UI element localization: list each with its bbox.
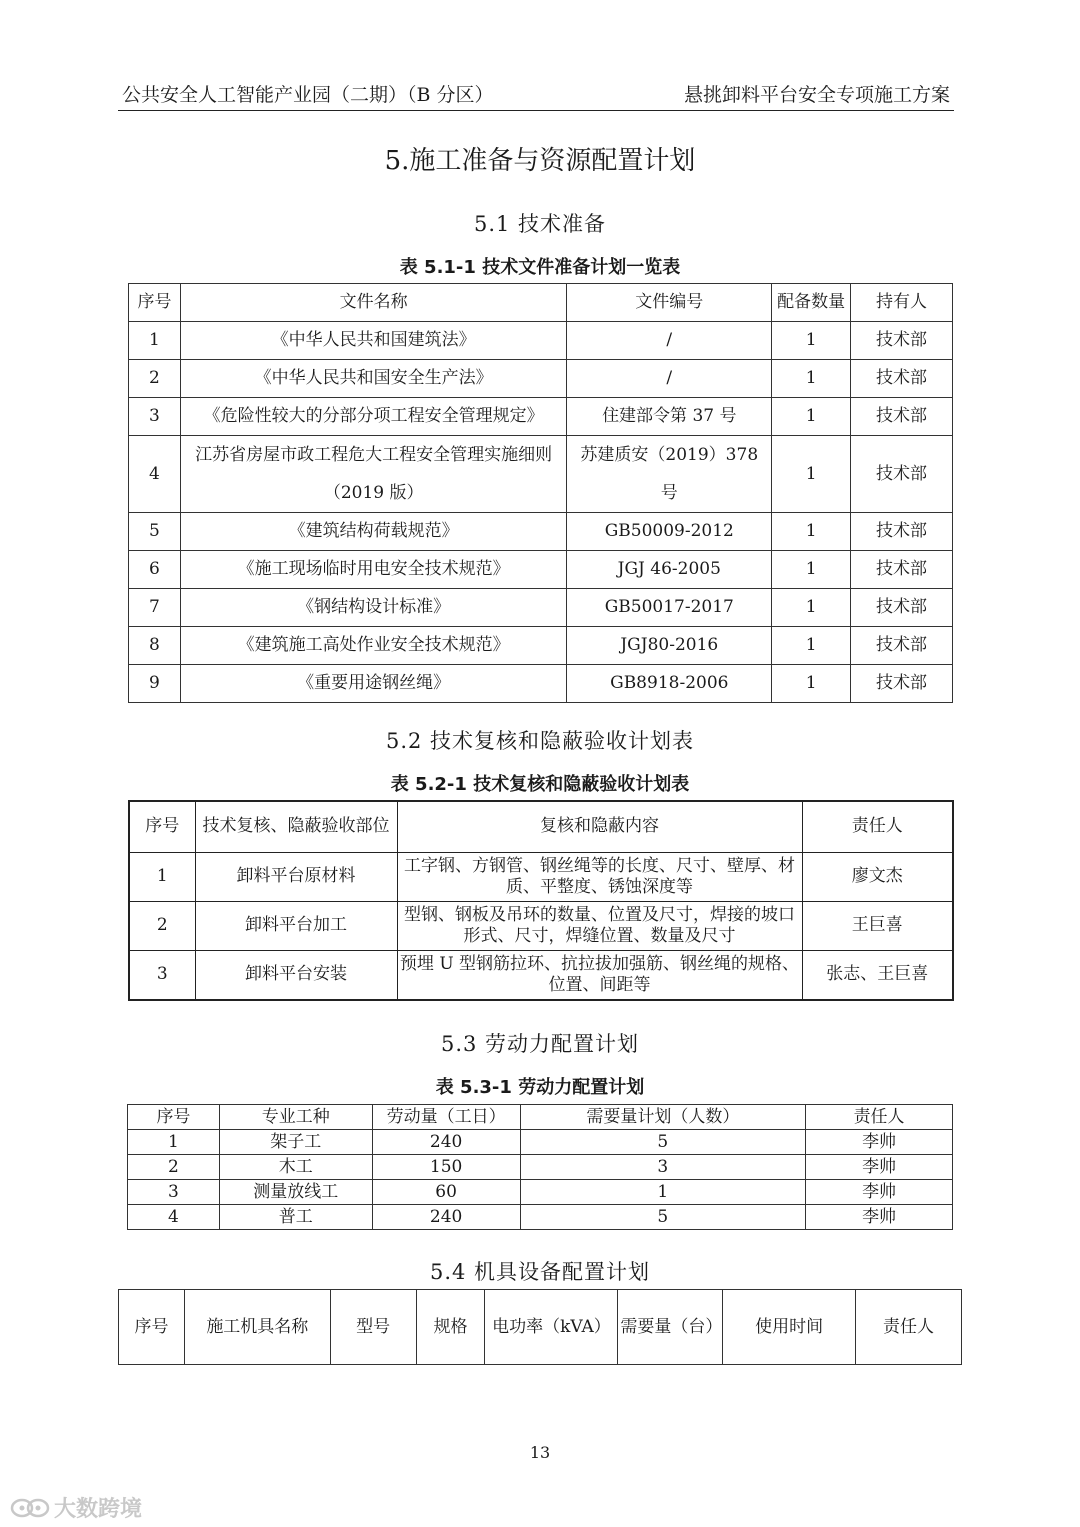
cell-headcount: 5 — [520, 1130, 806, 1155]
cell-index: 3 — [129, 951, 195, 1001]
watermark-text: 大数跨境 — [54, 1497, 143, 1522]
table-row — [129, 627, 953, 665]
cell-inspection-content: 工字钢、方钢管、钢丝绳等的长度、尺寸、壁厚、材质、平整度、锈蚀深度等 — [397, 853, 802, 902]
cell-index: 2 — [129, 360, 181, 398]
header-cell: 劳动量（工日） — [372, 1105, 520, 1130]
page-number: 13 — [529, 1443, 551, 1462]
cell-index: 1 — [128, 1130, 220, 1155]
cell-quantity: 1 — [772, 627, 851, 665]
cell-index: 5 — [129, 513, 181, 551]
header-cell: 序号 — [129, 284, 181, 322]
cell-quantity: 1 — [772, 551, 851, 589]
cell-document-name: 《危险性较大的分部分项工程安全管理规定》 — [180, 398, 566, 436]
cell-document-number: JGJ 46-2005 — [567, 551, 772, 589]
cell-responsible-person: 李帅 — [806, 1180, 953, 1205]
table-row — [129, 902, 953, 951]
table-header-row — [129, 801, 953, 853]
watermark — [10, 1492, 142, 1522]
chapter-title: 5.施工准备与资源配置计划 — [384, 146, 696, 176]
inspection-plan-table — [128, 800, 954, 1001]
cell-index: 3 — [129, 398, 181, 436]
table-row — [129, 398, 953, 436]
header-project-name: 公共安全人工智能产业园（二期）（B 分区） — [122, 84, 494, 106]
cell-quantity: 1 — [772, 360, 851, 398]
cell-index: 9 — [129, 665, 181, 703]
cell-trade: 架子工 — [219, 1130, 372, 1155]
table-row — [129, 513, 953, 551]
table-row — [129, 436, 953, 513]
cell-inspection-location: 卸料平台原材料 — [195, 853, 397, 902]
table-header-row — [129, 284, 953, 322]
cell-index: 2 — [129, 902, 195, 951]
cell-document-name: 《重要用途钢丝绳》 — [180, 665, 566, 703]
table-row — [128, 1155, 953, 1180]
cell-responsible-person: 李帅 — [806, 1130, 953, 1155]
header-cell: 文件名称 — [180, 284, 566, 322]
cell-headcount: 3 — [520, 1155, 806, 1180]
cell-trade: 普工 — [219, 1205, 372, 1230]
table-row — [128, 1205, 953, 1230]
header-cell: 序号 — [128, 1105, 220, 1130]
cell-holder: 技术部 — [851, 589, 953, 627]
equipment-plan-table — [118, 1289, 962, 1365]
header-cell: 复核和隐蔽内容 — [397, 801, 802, 853]
header-cell: 规格 — [416, 1290, 485, 1365]
cell-document-number: GB8918-2006 — [567, 665, 772, 703]
table-row — [129, 322, 953, 360]
cell-workdays: 60 — [372, 1180, 520, 1205]
cell-headcount: 1 — [520, 1180, 806, 1205]
cell-holder: 技术部 — [851, 627, 953, 665]
cell-inspection-content: 预埋 U 型钢筋拉环、抗拉拔加强筋、钢丝绳的规格、位置、间距等 — [397, 951, 802, 1001]
table-row — [129, 551, 953, 589]
table-row — [129, 853, 953, 902]
header-cell: 序号 — [129, 801, 195, 853]
table-5-3-1-caption: 表 5.3-1 劳动力配置计划 — [435, 1077, 645, 1098]
labor-plan-table — [127, 1104, 953, 1230]
cell-document-name: 江苏省房屋市政工程危大工程安全管理实施细则（2019 版） — [180, 436, 566, 513]
header-cell: 使用时间 — [723, 1290, 856, 1365]
header-cell: 持有人 — [851, 284, 953, 322]
table-row — [129, 665, 953, 703]
section-5-2-title: 5.2 技术复核和隐蔽验收计划表 — [385, 729, 695, 753]
technical-documents-table — [128, 283, 953, 703]
table-row — [128, 1130, 953, 1155]
cell-document-number: JGJ80-2016 — [567, 627, 772, 665]
header-cell: 配备数量 — [772, 284, 851, 322]
cell-workdays: 150 — [372, 1155, 520, 1180]
cell-responsible-person: 李帅 — [806, 1205, 953, 1230]
table-row — [129, 360, 953, 398]
table-5-1-1-caption: 表 5.1-1 技术文件准备计划一览表 — [399, 257, 681, 278]
cell-document-number: 住建部令第 37 号 — [567, 398, 772, 436]
cell-index: 2 — [128, 1155, 220, 1180]
cell-index: 3 — [128, 1180, 220, 1205]
header-cell: 型号 — [330, 1290, 416, 1365]
cell-responsible-person: 李帅 — [806, 1155, 953, 1180]
cell-holder: 技术部 — [851, 551, 953, 589]
cell-index: 1 — [129, 322, 181, 360]
cell-responsible-person: 张志、王巨喜 — [802, 951, 953, 1001]
cell-holder: 技术部 — [851, 322, 953, 360]
header-cell: 施工机具名称 — [184, 1290, 330, 1365]
cell-holder: 技术部 — [851, 360, 953, 398]
cell-index: 4 — [128, 1205, 220, 1230]
cell-document-name: 《钢结构设计标准》 — [180, 589, 566, 627]
cell-inspection-location: 卸料平台加工 — [195, 902, 397, 951]
cell-index: 6 — [129, 551, 181, 589]
cell-inspection-content: 型钢、钢板及吊环的数量、位置及尺寸，焊接的坡口形式、尺寸，焊缝位置、数量及尺寸 — [397, 902, 802, 951]
cell-holder: 技术部 — [851, 665, 953, 703]
header-cell: 序号 — [119, 1290, 185, 1365]
cell-document-name: 《中华人民共和国安全生产法》 — [180, 360, 566, 398]
header-cell: 责任人 — [856, 1290, 962, 1365]
cell-responsible-person: 廖文杰 — [802, 853, 953, 902]
cell-document-name: 《建筑结构荷载规范》 — [180, 513, 566, 551]
cell-index: 8 — [129, 627, 181, 665]
cell-responsible-person: 王巨喜 — [802, 902, 953, 951]
section-5-4-title: 5.4 机具设备配置计划 — [429, 1260, 651, 1284]
cell-document-name: 《中华人民共和国建筑法》 — [180, 322, 566, 360]
cell-holder: 技术部 — [851, 436, 953, 513]
cell-holder: 技术部 — [851, 398, 953, 436]
cell-trade: 木工 — [219, 1155, 372, 1180]
section-5-3-title: 5.3 劳动力配置计划 — [440, 1032, 640, 1056]
table-5-2-1-caption: 表 5.2-1 技术复核和隐蔽验收计划表 — [390, 774, 690, 795]
cell-holder: 技术部 — [851, 513, 953, 551]
cell-quantity: 1 — [772, 436, 851, 513]
cell-inspection-location: 卸料平台安装 — [195, 951, 397, 1001]
cell-headcount: 5 — [520, 1205, 806, 1230]
cell-document-number: 苏建质安（2019）378 号 — [567, 436, 772, 513]
table-row — [129, 951, 953, 1001]
page-header — [118, 80, 954, 111]
cell-workdays: 240 — [372, 1130, 520, 1155]
cell-quantity: 1 — [772, 322, 851, 360]
header-cell: 文件编号 — [567, 284, 772, 322]
cell-quantity: 1 — [772, 513, 851, 551]
header-document-title: 悬挑卸料平台安全专项施工方案 — [683, 84, 950, 106]
header-cell: 技术复核、隐蔽验收部位 — [195, 801, 397, 853]
table-row — [129, 589, 953, 627]
cell-quantity: 1 — [772, 665, 851, 703]
header-cell: 责任人 — [802, 801, 953, 853]
cell-document-number: GB50009-2012 — [567, 513, 772, 551]
cell-document-number: / — [567, 322, 772, 360]
cell-index: 7 — [129, 589, 181, 627]
header-cell: 责任人 — [806, 1105, 953, 1130]
cell-quantity: 1 — [772, 589, 851, 627]
section-5-1-title: 5.1 技术准备 — [473, 212, 607, 236]
cell-index: 4 — [129, 436, 181, 513]
cell-document-name: 《建筑施工高处作业安全技术规范》 — [180, 627, 566, 665]
cell-document-number: / — [567, 360, 772, 398]
table-header-row — [119, 1290, 962, 1365]
header-cell: 需要量（台） — [618, 1290, 723, 1365]
table-header-row — [128, 1105, 953, 1130]
cell-quantity: 1 — [772, 398, 851, 436]
header-cell: 专业工种 — [219, 1105, 372, 1130]
cell-document-number: GB50017-2017 — [567, 589, 772, 627]
cell-trade: 测量放线工 — [219, 1180, 372, 1205]
watermark-logo-icon — [10, 1497, 50, 1519]
table-row — [128, 1180, 953, 1205]
cell-workdays: 240 — [372, 1205, 520, 1230]
cell-index: 1 — [129, 853, 195, 902]
header-cell: 电功率（kVA） — [485, 1290, 618, 1365]
header-cell: 需要量计划（人数） — [520, 1105, 806, 1130]
cell-document-name: 《施工现场临时用电安全技术规范》 — [180, 551, 566, 589]
